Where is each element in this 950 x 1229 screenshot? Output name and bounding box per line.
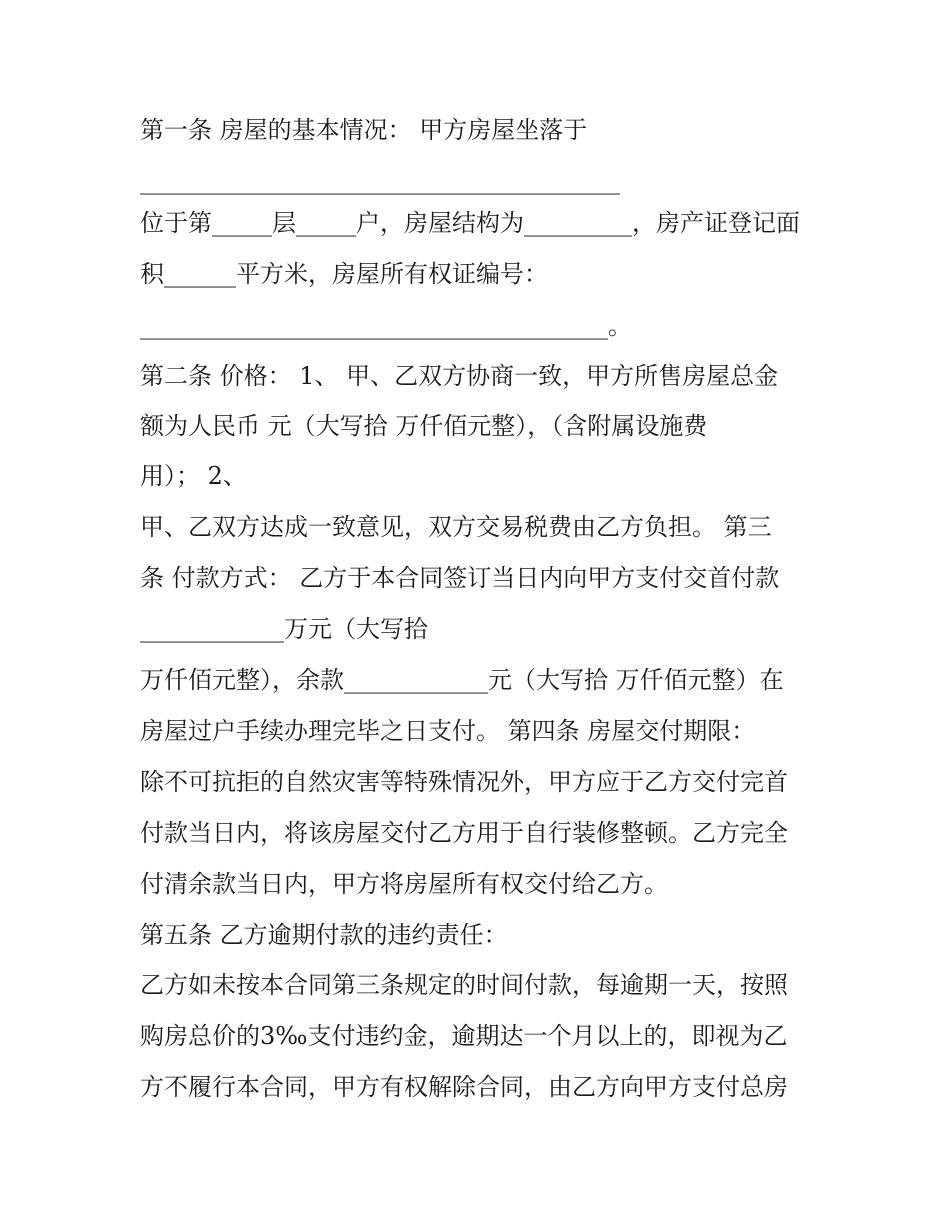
- text-line-4: 积______平方米，房屋所有权证编号：: [140, 260, 548, 288]
- text-line-1: 第一条 房屋的基本情况： 甲方房屋坐落于: [140, 116, 588, 144]
- text-line-2: ________________________________________: [140, 167, 620, 195]
- text-line-6: 第二条 价格： 1、 甲、乙双方协商一致，甲方所售房屋总金: [140, 362, 779, 390]
- text-line-8: 用）； 2、: [140, 462, 247, 490]
- text-line-17: 第五条 乙方逾期付款的违约责任：: [140, 921, 508, 949]
- text-line-3: 位于第_____层_____户，房屋结构为_________，房产证登记面: [140, 209, 800, 237]
- text-line-5: _______________________________________。: [140, 312, 632, 340]
- text-line-14: 除不可抗拒的自然灾害等特殊情况外，甲方应于乙方交付完首: [140, 768, 788, 796]
- text-line-20: 方不履行本合同，甲方有权解除合同，由乙方向甲方支付总房: [140, 1073, 788, 1101]
- text-line-10: 条 付款方式： 乙方于本合同签订当日内向甲方支付交首付款: [140, 564, 780, 592]
- text-line-13: 房屋过户手续办理完毕之日支付。 第四条 房屋交付期限：: [140, 717, 756, 745]
- text-line-19: 购房总价的3‰支付违约金，逾期达一个月以上的，即视为乙: [140, 1022, 788, 1050]
- text-line-18: 乙方如未按本合同第三条规定的时间付款，每逾期一天，按照: [140, 971, 788, 999]
- text-line-11: ____________万元（大写拾: [140, 615, 428, 643]
- text-line-12: 万仟佰元整），余款____________元（大写拾 万仟佰元整）在: [140, 666, 784, 694]
- text-line-9: 甲、乙双方达成一致意见，双方交易税费由乙方负担。 第三: [140, 513, 772, 541]
- text-line-7: 额为人民币 元（大写拾 万仟佰元整），（含附属设施费: [140, 412, 708, 440]
- text-line-15: 付款当日内，将该房屋交付乙方用于自行装修整顿。乙方完全: [140, 819, 788, 847]
- text-line-16: 付清余款当日内，甲方将房屋所有权交付给乙方。: [140, 870, 668, 898]
